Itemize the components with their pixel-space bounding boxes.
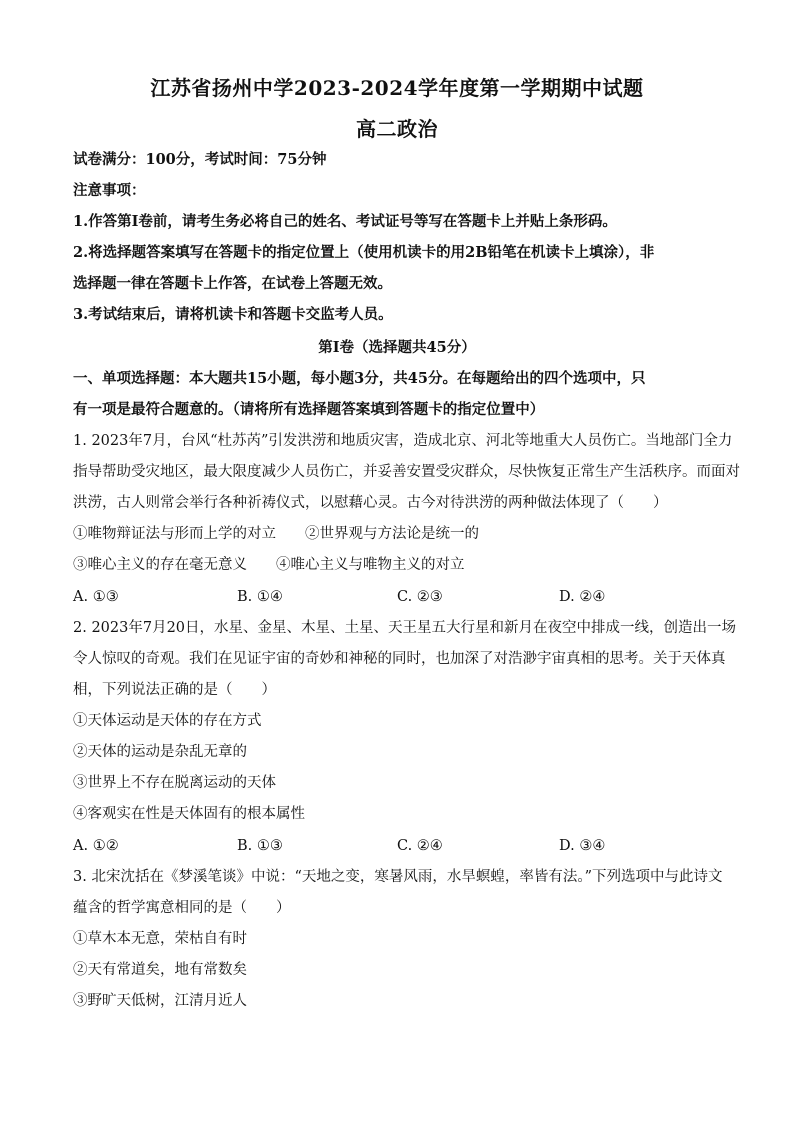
question-1-stem: 洪涝，古人则常会举行各种祈祷仪式，以慰藉心灵。古今对待洪涝的两种做法体现了（ ）	[73, 495, 668, 511]
question-2-statement: ③世界上不存在脱离运动的天体	[73, 775, 276, 791]
question-3-statement: ①草木本无意，荣枯自有时	[73, 931, 247, 947]
question-1-options	[73, 587, 723, 607]
question-3-statement: ②天有常道矣，地有常数矣	[73, 962, 247, 978]
option-c[interactable]: C. ②③	[397, 589, 443, 605]
question-2-stem: 2. 2023年7月20日，水星、金星、木星、土星、天王星五大行星和新月在夜空中排成一线，创造出一场	[73, 620, 737, 636]
option-b[interactable]: B. ①④	[237, 589, 283, 605]
section-title: 第Ⅰ卷（选择题共45分）	[318, 339, 476, 356]
question-1-statement: ③唯心主义的存在毫无意义 ④唯心主义与唯物主义的对立	[73, 557, 465, 573]
question-1-stem: 1. 2023年7月，台风“杜苏芮”引发洪涝和地质灾害，造成北京、河北等地重大人员伤亡。当地部门全力	[73, 433, 733, 449]
option-d[interactable]: D. ②④	[559, 589, 606, 605]
question-2-statement: ④客观实在性是天体固有的根本属性	[73, 806, 305, 822]
option-a[interactable]: A. ①②	[73, 838, 119, 854]
score-time-info: 试卷满分：100分，考试时间：75分钟	[73, 151, 327, 168]
notice-heading: 注意事项：	[73, 182, 146, 199]
section-instruction: 一、单项选择题：本大题共15小题，每小题3分，共45分。在每题给出的四个选项中，只	[73, 370, 646, 387]
notice-item: 2.将选择题答案填写在答题卡的指定位置上（使用机读卡的用2B铅笔在机读卡上填涂），非	[73, 244, 655, 261]
exam-title: 江苏省扬州中学2023-2024学年度第一学期期中试题	[150, 76, 644, 100]
question-1-stem: 指导帮助受灾地区，最大限度减少人员伤亡，并妥善安置受灾群众，尽快恢复正常生产生活秩序。而面对	[73, 464, 740, 480]
question-2-options	[73, 836, 723, 856]
notice-item: 3.考试结束后，请将机读卡和答题卡交监考人员。	[73, 306, 393, 323]
exam-subject: 高二政治	[356, 117, 438, 141]
section-instruction: 有一项是最符合题意的。（请将所有选择题答案填到答题卡的指定位置中）	[73, 401, 545, 418]
question-3-stem: 3. 北宋沈括在《梦溪笔谈》中说：“天地之变，寒暑风雨，水旱螟蝗，率皆有法。”下列选项中与此诗文	[73, 869, 723, 885]
option-b[interactable]: B. ①③	[237, 838, 283, 854]
question-2-stem: 相，下列说法正确的是（ ）	[73, 682, 276, 698]
question-3-statement: ③野旷天低树，江清月近人	[73, 993, 247, 1009]
option-c[interactable]: C. ②④	[397, 838, 443, 854]
notice-item: 选择题一律在答题卡上作答，在试卷上答题无效。	[73, 275, 392, 292]
question-2-statement: ②天体的运动是杂乱无章的	[73, 744, 247, 760]
notice-item: 1.作答第Ⅰ卷前，请考生务必将自己的姓名、考试证号等写在答题卡上并贴上条形码。	[73, 213, 617, 230]
question-2-stem: 令人惊叹的奇观。我们在见证宇宙的奇妙和神秘的同时，也加深了对浩渺宇宙真相的思考。关于天体真	[73, 651, 726, 667]
question-1-statement: ①唯物辩证法与形而上学的对立 ②世界观与方法论是统一的	[73, 526, 479, 542]
question-2-statement: ①天体运动是天体的存在方式	[73, 713, 262, 729]
option-d[interactable]: D. ③④	[559, 838, 606, 854]
option-a[interactable]: A. ①③	[73, 589, 119, 605]
question-3-stem: 蕴含的哲学寓意相同的是（ ）	[73, 900, 291, 916]
